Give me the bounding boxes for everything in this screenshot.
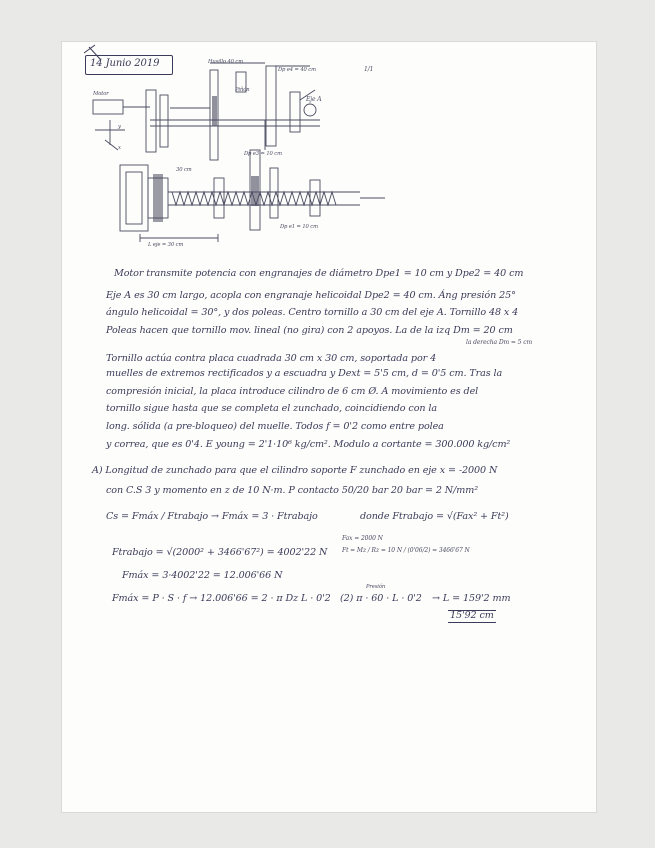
page-mark: 1/1 [364,66,374,73]
solution-fax: Fax = 2000 N [342,535,383,542]
statement-line-9: tornillo sigue hasta que se completa el zunchado, coincidiendo con la [106,403,437,414]
solution-cs-formula: Cs = Fmáx / Ftrabajo → Fmáx = 3 · Ftrabajo [106,511,318,522]
diagram-label-dp-e4: Dp e4 = 40 cm [278,67,316,73]
statement-line-6: Tornillo actúa contra placa cuadrada 30 cm x 30 cm, soportada por 4 [106,353,437,364]
solution-fmax-equation-2: (2) π · 60 · L · 0'2 [340,593,422,604]
statement-line-11: y correa, que es 0'4. E young = 2'1·10⁶ kg/cm². Modulo a cortante = 300.000 kg/cm² [106,439,511,450]
diagram-label-length-30: L eje = 30 cm [148,242,184,248]
statement-line-10: long. sólida (a pre-bloqueo) del muelle. Todos f = 0'2 como entre polea [106,421,444,432]
question-a-line-1: A) Longitud de zunchado para que el cilindro soporte F zunchado en eje x = -2000 N [92,465,498,476]
solution-ft: Ft = Mz / Rz = 10 N / (0'06/2) = 3466'67 N [342,547,470,554]
statement-line-7: muelles de extremos rectificados y a escuadra y Dext = 5'5 cm, d = 0'5 cm. Tras la [106,368,503,379]
solution-result-mm: → L = 159'2 mm [432,593,511,604]
statement-line-3: ángulo helicoidal = 30°, y dos poleas. Centro tornillo a 30 cm del eje A. Tornillo 48 x 4 [106,307,519,318]
diagram-label-spindle: Husillo 40 cm [208,59,244,65]
statement-line-5: la derecha Dm = 5 cm [466,339,533,346]
diagram-label-x-axis: x [118,145,121,151]
diagram-label-dp-e1: Dp e1 = 10 cm [280,224,318,230]
diagram-label-y-axis: y [118,124,121,130]
statement-line-1: Motor transmite potencia con engranajes de diámetro Dpe1 = 10 cm y Dpe2 = 40 cm [114,268,524,279]
solution-result-cm: 15'92 cm [450,610,494,621]
statement-line-8: compresión inicial, la placa introduce cilindro de 6 cm Ø. A movimiento es del [106,386,479,397]
statement-line-2: Eje A es 30 cm largo, acopla con engranaje helicoidal Dpe2 = 40 cm. Áng presión 25° [106,290,516,301]
solution-ftrabajo-definition: donde Ftrabajo = √(Fax² + Ft²) [360,511,509,522]
date-label: 14 Junio 2019 [90,58,160,69]
solution-fmax-equation: Fmáx = P · S · f → 12.006'66 = 2 · π Dz L · 0'2 [112,593,331,604]
solution-ftrabajo-calc: Ftrabajo = √(2000² + 3466'67²) = 4002'22 N [112,547,328,558]
diagram-label-pinion: Piñón [235,87,250,93]
diagram-label-motor: Motor [93,91,109,97]
solution-pressure-note: Presión [366,584,386,590]
diagram-label-shaft: Eje A [306,96,322,103]
question-a-line-2: con C.S 3 y momento en z de 10 N·m. P contacto 50/20 bar 20 bar = 2 N/mm² [106,485,478,496]
solution-fmax-calc: Fmáx = 3·4002'22 = 12.006'66 N [122,570,283,581]
statement-line-4: Poleas hacen que tornillo mov. lineal (no gira) con 2 apoyos. La de la izq Dm = 20 cm [106,325,513,336]
diagram-label-dist-30: 30 cm [176,167,192,173]
diagram-label-dp-e3: Dp e3 = 10 cm [244,151,282,157]
